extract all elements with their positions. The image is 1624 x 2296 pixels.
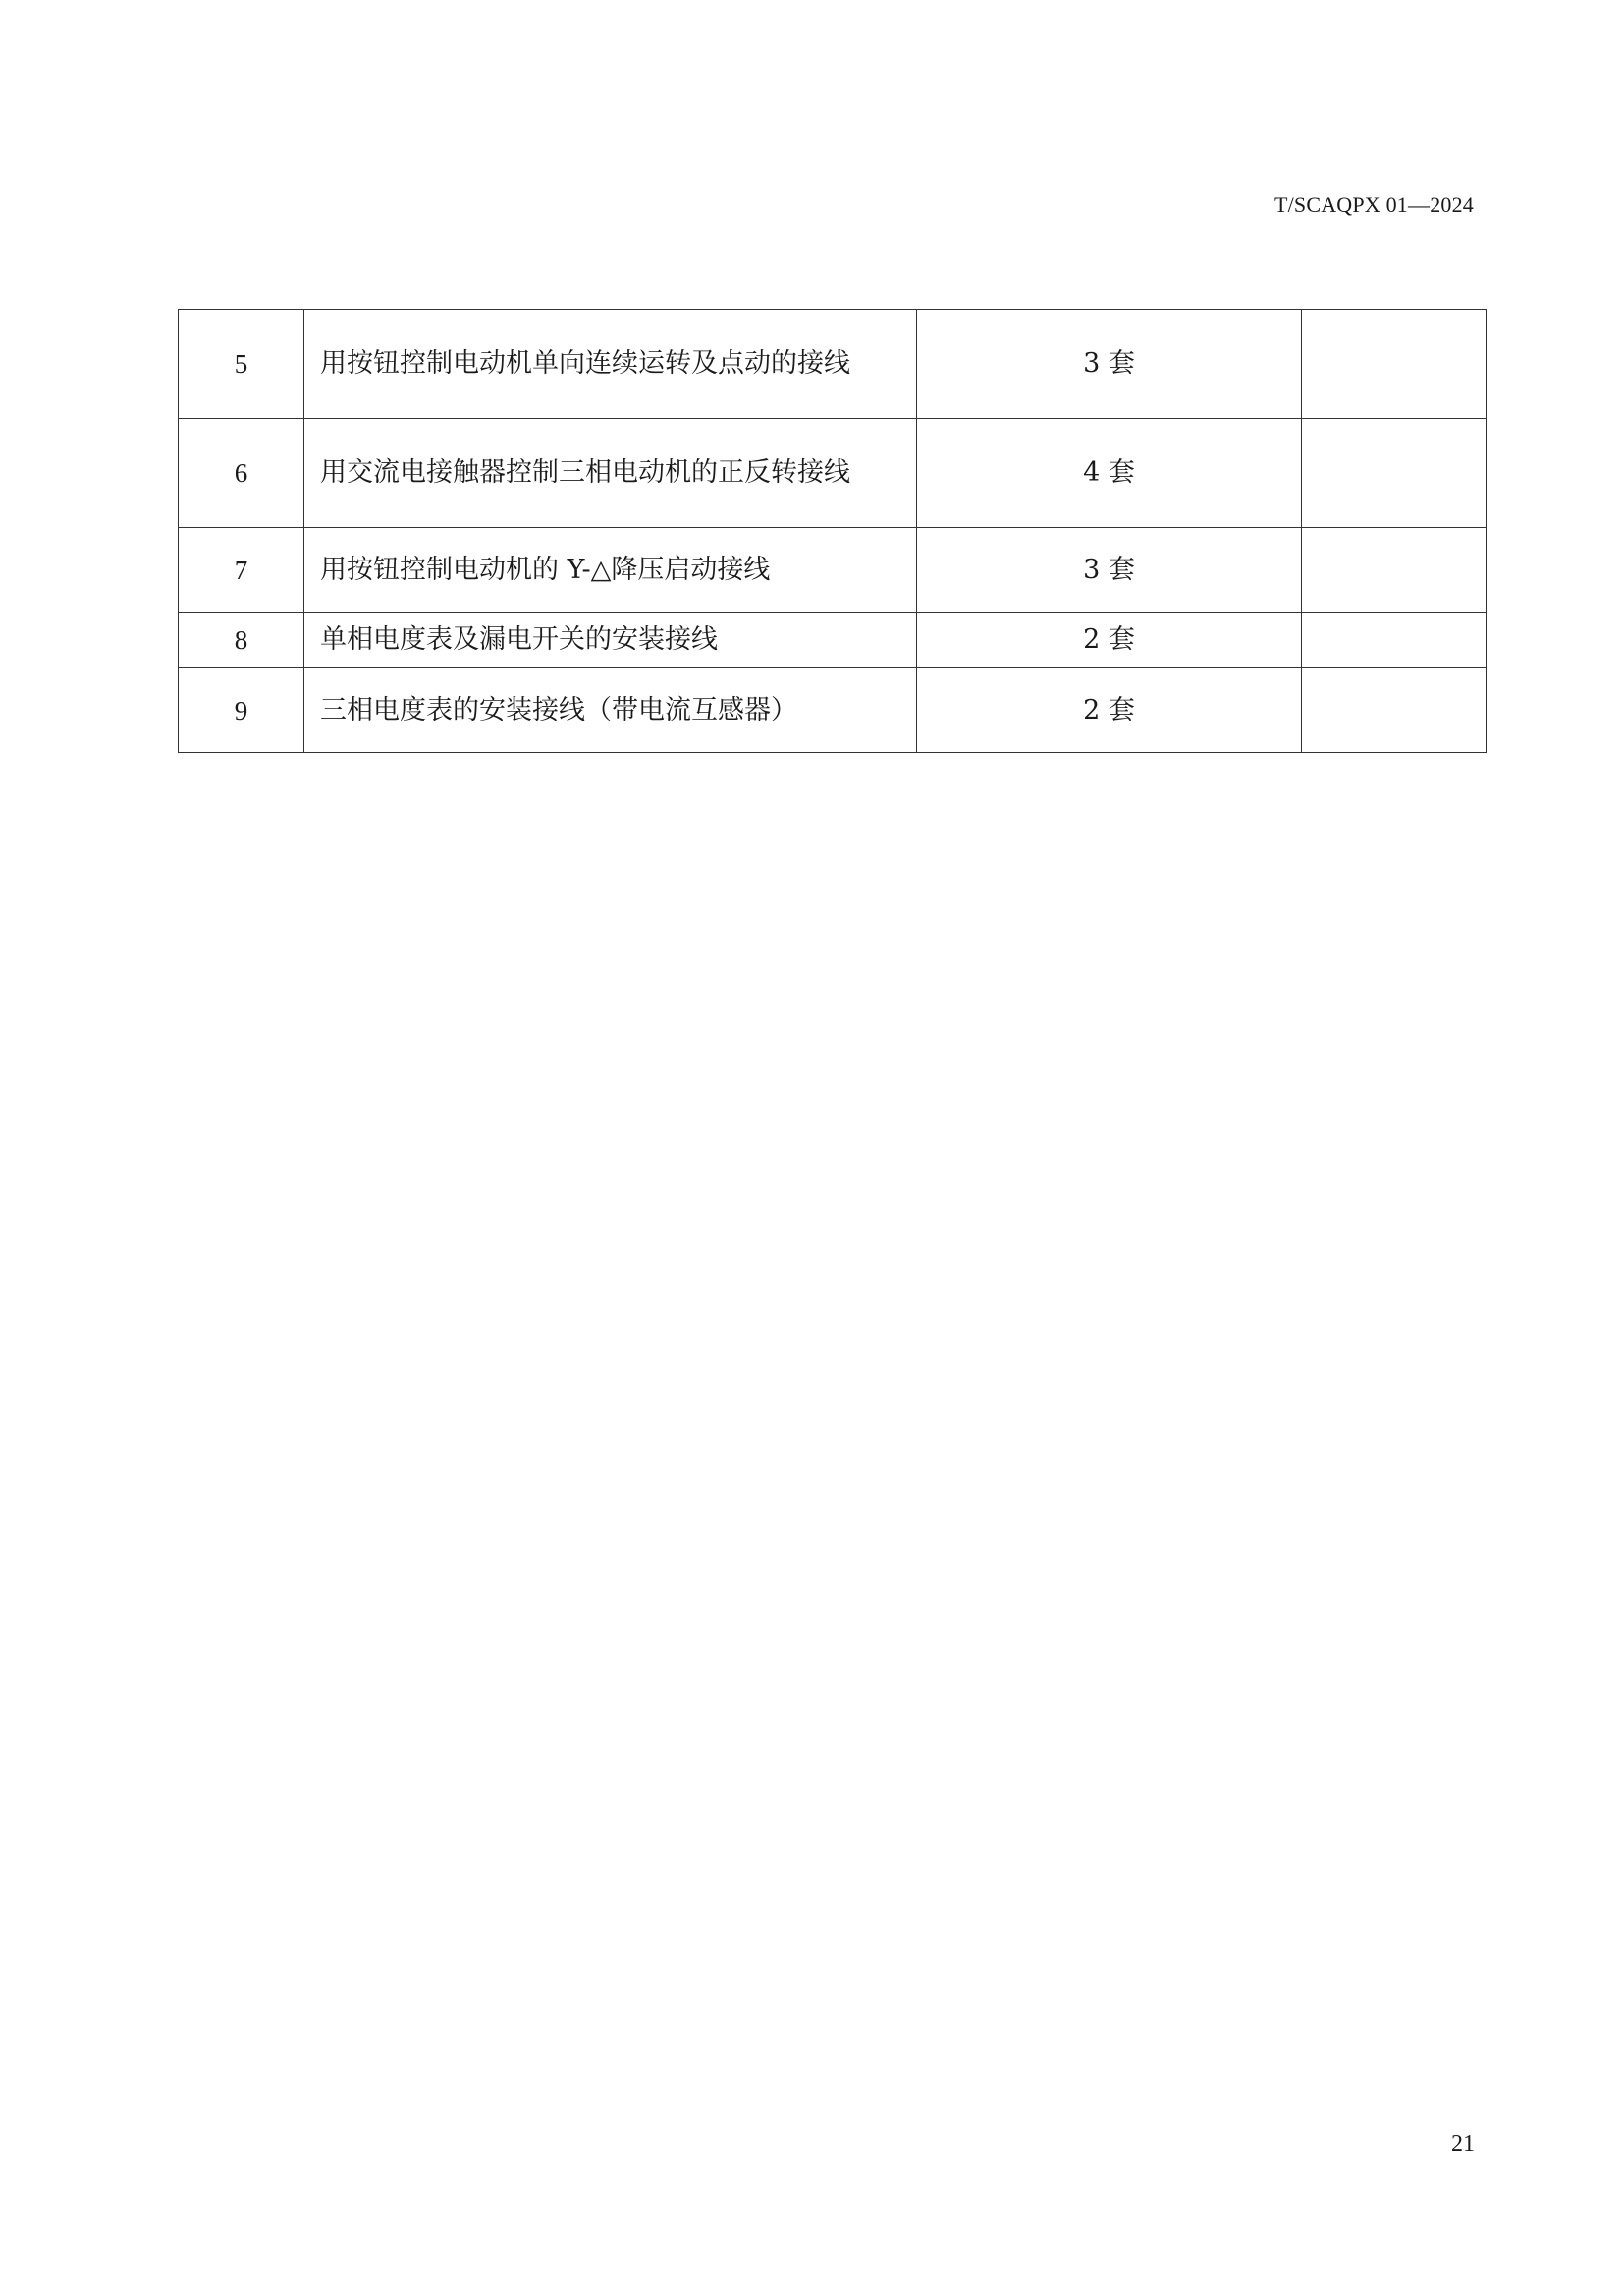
row-number: 6 [179,419,304,528]
item-remark [1302,613,1487,668]
item-remark [1302,310,1487,419]
table-row [179,613,1487,668]
item-remark [1302,668,1487,753]
page-number: 21 [1451,2131,1475,2157]
item-remark [1302,419,1487,528]
row-number: 7 [179,528,304,613]
table-row [179,668,1487,753]
item-name: 单相电度表及漏电开关的安装接线 [304,613,917,668]
item-quantity: 4 套 [917,419,1302,528]
table-row [179,528,1487,613]
item-name: 用按钮控制电动机的 Y-△降压启动接线 [304,528,917,613]
item-name: 三相电度表的安装接线（带电流互感器） [304,668,917,753]
item-name: 用按钮控制电动机单向连续运转及点动的接线 [304,310,917,419]
item-quantity: 2 套 [917,613,1302,668]
document-code: T/SCAQPX 01—2024 [1273,192,1474,217]
item-quantity: 3 套 [917,528,1302,613]
row-number: 8 [179,613,304,668]
table-row [179,310,1487,419]
item-name: 用交流电接触器控制三相电动机的正反转接线 [304,419,917,528]
item-quantity: 3 套 [917,310,1302,419]
item-quantity: 2 套 [917,668,1302,753]
row-number: 5 [179,310,304,419]
row-number: 9 [179,668,304,753]
equipment-table [178,309,1487,753]
table-row [179,419,1487,528]
item-remark [1302,528,1487,613]
